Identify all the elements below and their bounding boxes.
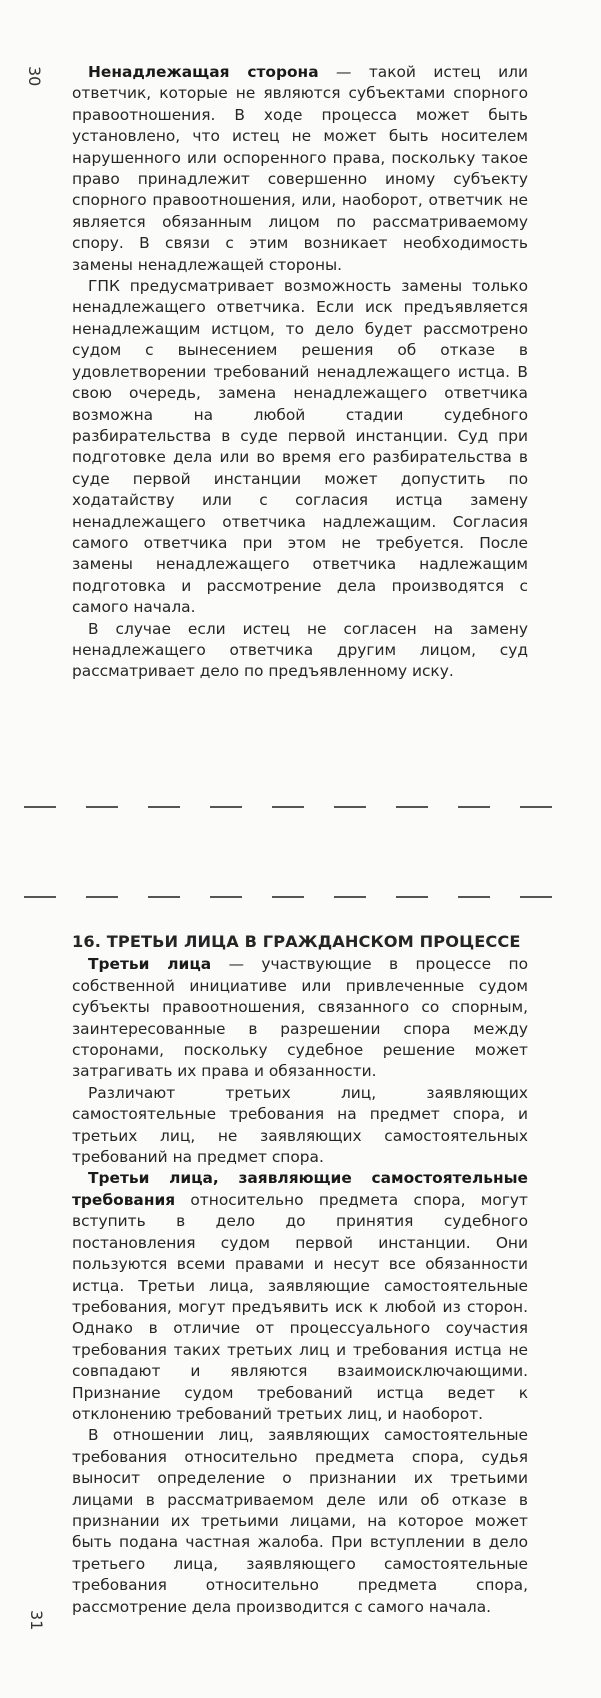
separator-dashes-lower bbox=[24, 896, 590, 898]
term-improper-party: Ненадлежащая сторона bbox=[88, 63, 319, 81]
page-number-bottom: 31 bbox=[27, 1610, 46, 1631]
term-third-parties: Третьи лица bbox=[88, 955, 212, 974]
paragraph-text: — такой истец или ответчик, которые не являются субъектами спорного правоотношения. В ходе процесса может быть установлено, что истец не может быть носителем нарушенного или оспоренного права, поскольку такое право принадлежит совершенно иному субъекту спорного правоотношения, или, наоборот, ответчик не является обязанным лицом по рассматриваемому спору. В связи с этим возникает необходимость замены ненадлежащей стороны. bbox=[72, 63, 528, 274]
paragraph-improper-party bbox=[72, 62, 528, 276]
paragraph-types: Различают третьих лиц, заявляющих самостоятельные требования на предмет спора, и третьих лиц, не заявляющих самостоятельных требований на предмет спора. bbox=[72, 1083, 528, 1167]
paragraph-third-parties bbox=[72, 954, 528, 1082]
section-heading: 16. ТРЕТЬИ ЛИЦА В ГРАЖДАНСКОМ ПРОЦЕССЕ bbox=[72, 932, 521, 951]
paragraph-judge-ruling: В отношении лиц, заявляющих самостоятельные требования относительно предмета спора, судья выносит определение о признании их третьими лицами в рассматриваемом деле или об отказе в признании их третьими лицами, на которое может быть подана частная жалоба. При вступлении в дело третьего лица, заявляющего самостоятельные требования относительно предмета спора, рассмотрение дела производится с самого начала. bbox=[72, 1426, 528, 1616]
paragraph-plaintiff-disagree: В случае если истец не согласен на замену ненадлежащего ответчика другим лицом, суд рассматривает дело по предъявленному иску. bbox=[72, 619, 528, 681]
paragraph-text: относительно предмета спора, могут вступить в дело до принятия судебного постановления судом первой инстанции. Они пользуются всеми правами и несут все обязанности истца. Третьи лица, заявляющие самостоятельные требования, могут предъявить иск к любой из сторон. Однако в отличие от процессуального соучастия требования таких третьих лиц и требования истца не совпадают и являются взаимоисключающими. Признание судом требований истца ведет к отклонению требований третьих лиц, и наоборот. bbox=[72, 1190, 528, 1423]
bottom-text-section bbox=[72, 931, 528, 1618]
separator-dashes-upper bbox=[24, 806, 590, 808]
paragraph-text: — участвующие в процессе по собственной инициативе или привлеченные судом субъекты правоотношения, связанного со спорным, заинтересованные в разрешении спора между сторонами, поскольку судебное решение может затрагивать их права и обязанности. bbox=[72, 955, 528, 1081]
paragraph-independent-claims bbox=[72, 1168, 528, 1425]
page-number-top: 30 bbox=[25, 66, 44, 87]
top-text-section bbox=[72, 62, 528, 683]
paragraph-gpk-replacement: ГПК предусматривает возможность замены только ненадлежащего ответчика. Если иск предъявляется ненадлежащим истцом, то дело будет рассмотрено судом с вынесением решения об отказе в удовлетворении требований ненадлежащего истца. В свою очередь, замена ненадлежащего ответчика возможна на любой стадии судебного разбирательства в суде первой инстанции. Суд при подготовке дела или во время его разбирательства в суде первой инстанции может допустить по ходатайству или с согласия истца замену ненадлежащего ответчика надлежащим. Согласия самого ответчика при этом не требуется. После замены ненадлежащего ответчика надлежащим подготовка и рассмотрение дела производятся с самого начала. bbox=[72, 277, 528, 617]
term-independent-claims: Третьи лица, заявляющие самостоятельные требования bbox=[72, 1169, 528, 1209]
